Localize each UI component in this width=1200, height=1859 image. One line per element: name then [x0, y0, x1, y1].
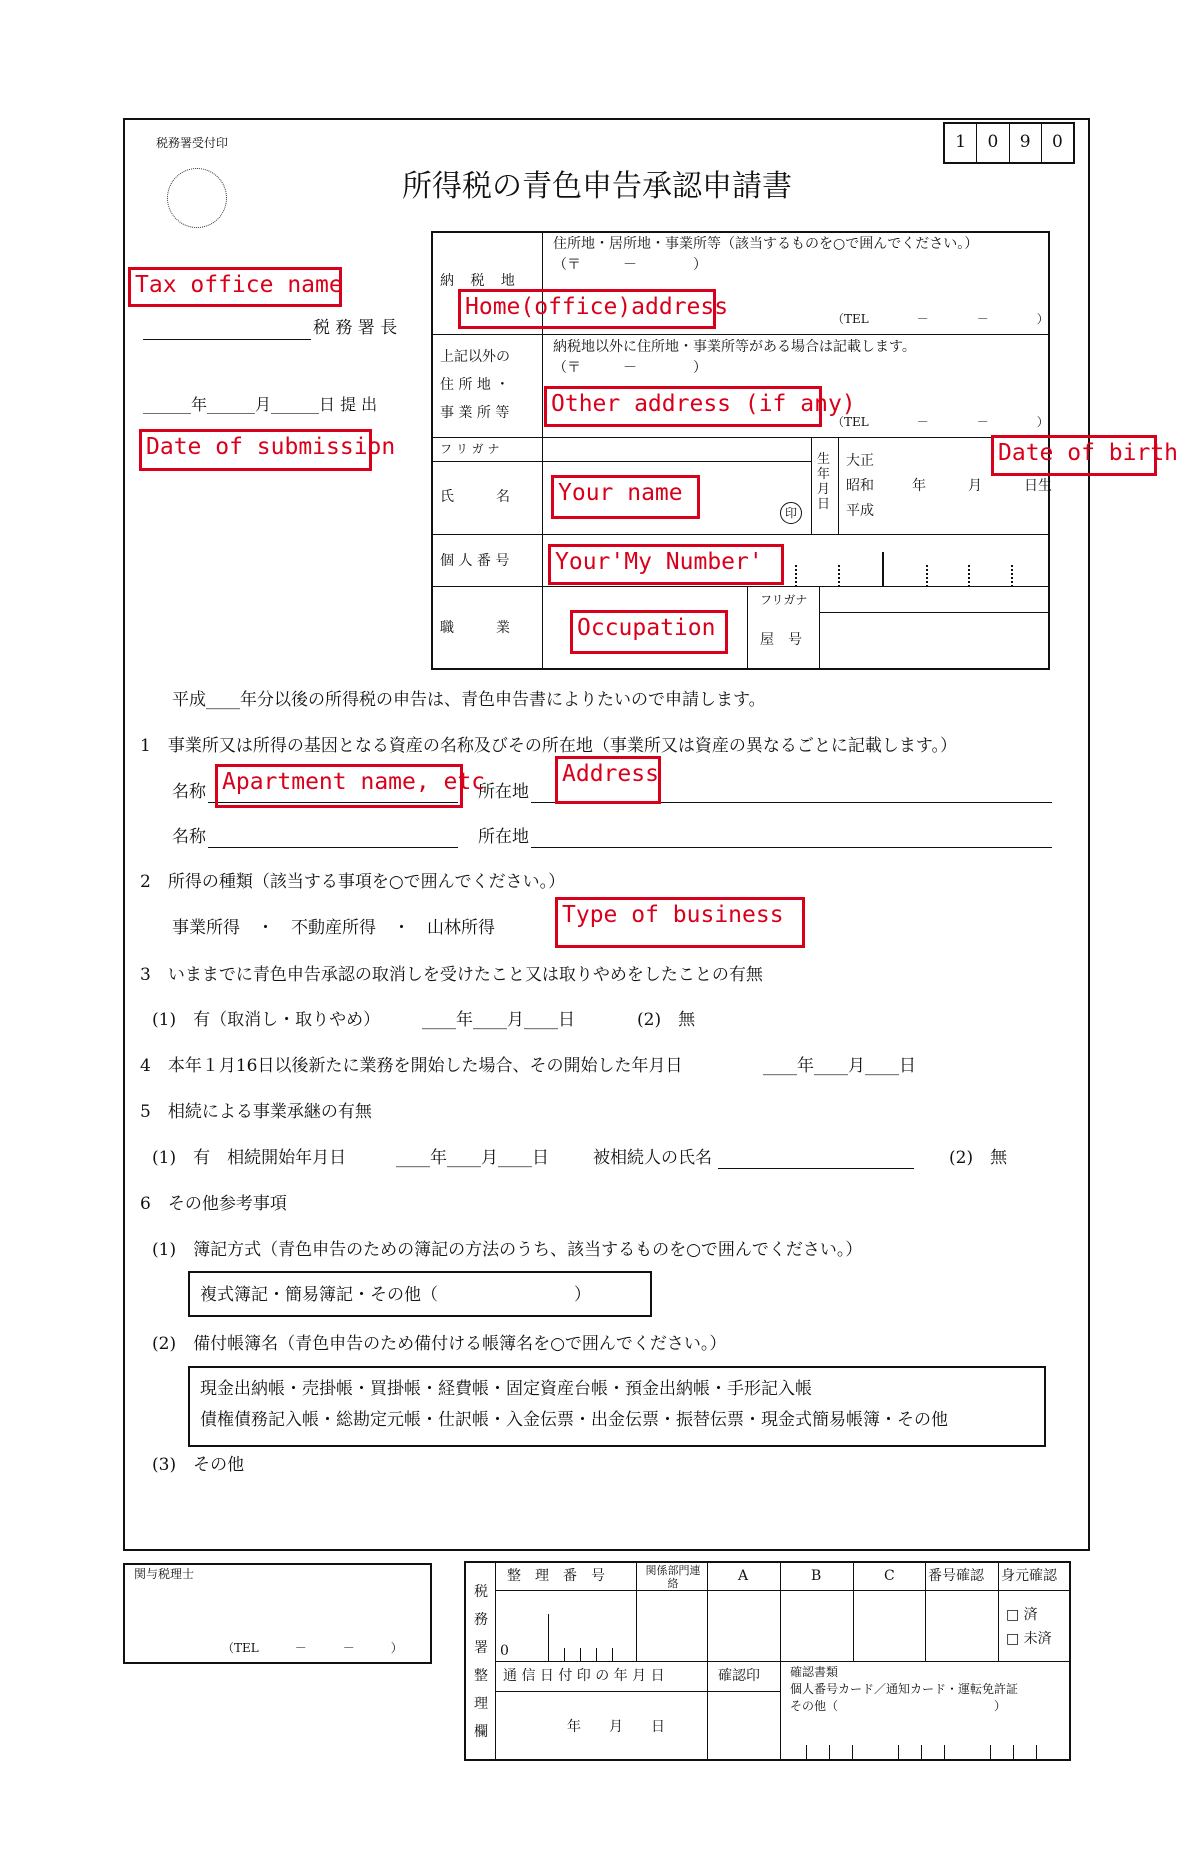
row-line: [431, 437, 1050, 438]
row-line: [819, 612, 1050, 613]
annotation-business-type: [555, 897, 805, 948]
office-suffix: 税 務 署 長: [313, 318, 398, 338]
annotation-text: Occupation: [577, 615, 716, 641]
heir-line: [718, 1168, 914, 1169]
office-col: [925, 1561, 926, 1661]
number-sep: [838, 565, 840, 587]
annotation-my-number: [548, 544, 784, 585]
id-check-label: 身元確認: [1001, 1568, 1057, 1584]
row-line: [431, 334, 1050, 335]
annotation-occupation: [570, 610, 728, 654]
furigana-label: フ リ ガ ナ: [440, 442, 500, 456]
seal-mark: 印: [780, 502, 802, 524]
row-line: [431, 461, 811, 462]
section-6: 6 その他参考事項: [140, 1194, 287, 1214]
num-check-label: 番号確認: [928, 1568, 984, 1584]
docs-tick: [852, 1745, 853, 1759]
intro-text: 平成____年分以後の所得税の申告は、青色申告書によりたいので申請します。: [172, 690, 766, 710]
s5-heir-label: 被相続人の氏名: [593, 1148, 712, 1168]
annotation-tax-office: [128, 267, 342, 307]
col-c: C: [884, 1568, 895, 1584]
name-label-2: 名称: [172, 827, 206, 847]
docs-tick: [1013, 1745, 1014, 1759]
docs-tick: [990, 1745, 991, 1759]
s5-option-1: (1) 有 相続開始年月日: [152, 1148, 347, 1168]
docs-label: 確認書類: [790, 1665, 839, 1679]
my-number-label: 個 人 番 号: [440, 553, 510, 569]
tel-field: （TEL － － ）: [832, 312, 1049, 326]
row-line: [431, 586, 1050, 587]
docs-tick: [806, 1745, 807, 1759]
other-label: 上記以外の: [440, 349, 510, 365]
number-sep: [795, 565, 797, 587]
era-taisho: 大正: [846, 453, 874, 469]
office-col: [780, 1561, 781, 1761]
annotation-text: Date of birth: [998, 440, 1179, 466]
section-5: 5 相続による事業承継の有無: [140, 1102, 372, 1122]
name-label-1: 名称: [172, 782, 206, 802]
ref-tick: [596, 1648, 597, 1661]
ref-tick: [580, 1648, 581, 1661]
office-col: [998, 1561, 999, 1661]
office-col-char: 税: [474, 1584, 488, 1600]
form-code-digit: 1: [945, 124, 977, 162]
office-col-char: 欄: [474, 1724, 488, 1740]
birth-divider: [838, 437, 839, 534]
office-col-char: 理: [474, 1696, 488, 1712]
submission-date: ______年______月______日 提 出: [143, 395, 378, 414]
s4-date: ____年____月____日: [763, 1056, 916, 1076]
docs-tick: [944, 1745, 945, 1759]
name-label: 氏 名: [440, 489, 510, 505]
annotation-your-name: [551, 475, 700, 519]
annotation-submission-date: [139, 429, 396, 471]
era-heisei: 平成: [846, 503, 874, 519]
tax-place-label: 納 税 地: [440, 273, 521, 289]
s6-books: (2) 備付帳簿名（青色申告のため備付ける帳簿名を○で囲んでください。）: [152, 1334, 727, 1354]
books-line-1: 現金出納帳・売掛帳・買掛帳・経費帳・固定資産台帳・預金出納帳・手形記入帳: [200, 1379, 812, 1399]
shop-label: 屋 号: [760, 632, 802, 648]
section-4: 4 本年１月16日以後新たに業務を開始した場合、その開始した年月日: [140, 1056, 683, 1076]
section-2: 2 所得の種類（該当する事項を○で囲んでください。）: [140, 872, 566, 892]
date-ymd: 年 月 日: [567, 1719, 665, 1735]
docs-types: 個人番号カード／通知カード・運転免許証: [790, 1682, 1019, 1696]
annotation-text: Other address (if any): [551, 391, 856, 417]
name-line-2: [208, 847, 458, 848]
office-col: [853, 1561, 854, 1661]
office-col: [707, 1561, 708, 1761]
office-row-line: [495, 1590, 1071, 1591]
ref-tick: [548, 1614, 549, 1661]
section-3: 3 いままでに青色申告承認の取消しを受けたこと又は取りやめをしたことの有無: [140, 965, 763, 985]
annotation-date-of-birth: [991, 435, 1179, 476]
s5-date: ____年____月____日: [396, 1148, 549, 1168]
s5-option-2: (2) 無: [949, 1148, 1008, 1168]
tax-office-line: [143, 339, 311, 340]
annotation-text: Your'My Number': [555, 549, 763, 575]
s6-other: (3) その他: [152, 1455, 245, 1475]
office-col-char: 署: [474, 1640, 488, 1656]
col-b: B: [811, 1568, 822, 1584]
docs-tick: [898, 1745, 899, 1759]
office-col-char: 務: [474, 1612, 488, 1628]
other-label: 事 業 所 等: [440, 405, 510, 421]
form-code-digit: 0: [1051, 132, 1063, 152]
ref-zero: 0: [500, 1643, 509, 1659]
annotation-text: Tax office name: [135, 272, 343, 298]
tax-place-note: 住所地・居所地・事業所等（該当するものを○で囲んでください。）: [553, 236, 979, 252]
bookkeeping-options: 複式簿記・簡易簿記・その他（ ）: [200, 1285, 591, 1305]
page-title: 所得税の青色申告承認申請書: [402, 169, 792, 204]
location-line-2: [531, 847, 1052, 848]
postal-code: （〒 － ）: [553, 360, 707, 376]
other-label: 住 所 地 ・: [440, 377, 510, 393]
number-sep: [926, 565, 928, 587]
s3-option-2: (2) 無: [637, 1010, 696, 1030]
birth-ymd: 年 月 日生: [912, 478, 1052, 494]
birth-label: 生年月日: [817, 452, 831, 512]
annotation-text: Type of business: [562, 902, 784, 928]
office-row-line: [495, 1691, 780, 1692]
office-col-char: 整: [474, 1668, 488, 1684]
s3-option-1: (1) 有（取消し・取りやめ）: [152, 1010, 381, 1030]
docs-tick: [921, 1745, 922, 1759]
form-code-digit: 9: [1010, 124, 1042, 162]
docs-tick: [1036, 1745, 1037, 1759]
date-stamp-label: 通 信 日 付 印 の 年 月 日: [503, 1668, 665, 1684]
annotation-text: Address: [562, 761, 659, 787]
dept-label: 関係部門連 絡: [645, 1564, 712, 1590]
annotation-text: Apartment name, etc: [222, 769, 486, 795]
annotation-text: Your name: [558, 480, 683, 506]
col-a: A: [738, 1568, 749, 1584]
office-col: [636, 1561, 637, 1661]
annotation-text: Date of submission: [146, 434, 396, 460]
office-col-label: [472, 1578, 490, 1746]
docs-other: その他（ ）: [790, 1699, 1007, 1713]
tax-accountant-label: 関与税理士: [134, 1567, 195, 1581]
form-code-digit: 0: [977, 124, 1009, 162]
section-1: 1 事業所又は所得の基因となる資産の名称及びその所在地（事業所又は資産の異なるごとに記載します。）: [140, 736, 957, 756]
row-line: [431, 534, 1050, 535]
annotation-apartment: [215, 764, 486, 808]
shop-divider: [747, 586, 748, 670]
furigana-small: フリガナ: [760, 593, 808, 607]
ref-tick: [612, 1648, 613, 1661]
id-check-done: □ 済: [1006, 1607, 1038, 1623]
form-code: [943, 122, 1075, 164]
income-types: 事業所得 ・ 不動産所得 ・ 山林所得: [172, 918, 495, 938]
birth-divider: [811, 437, 812, 534]
office-row-line: [495, 1661, 1071, 1662]
stamp-label: 税務署受付印: [156, 136, 229, 150]
occupation-label: 職 業: [440, 620, 510, 636]
ref-tick: [564, 1648, 565, 1661]
number-sep: [968, 565, 970, 587]
confirm-seal-label: 確認印: [718, 1668, 760, 1684]
location-label-1: 所在地: [478, 782, 529, 802]
docs-tick: [829, 1745, 830, 1759]
stamp-circle: [167, 168, 227, 228]
other-note: 納税地以外に住所地・事業所等がある場合は記載します。: [553, 339, 916, 355]
books-line-2: 債権債務記入帳・総勘定元帳・仕訳帳・入金伝票・出金伝票・振替伝票・現金式簡易帳簿・その他: [200, 1410, 948, 1430]
annotation-home-address: [458, 289, 729, 329]
s6-bookkeeping: (1) 簿記方式（青色申告のための簿記の方法のうち、該当するものを○で囲んでください。）: [152, 1240, 863, 1260]
number-sep: [1011, 565, 1013, 587]
tax-accountant-tel: （TEL － － ）: [222, 1641, 403, 1655]
era-showa: 昭和: [846, 478, 874, 494]
tel-field: （TEL － － ）: [832, 415, 1049, 429]
id-check-not-done: □ 未済: [1006, 1631, 1052, 1647]
annotation-text: Home(office)address: [465, 294, 729, 320]
annotation-other-address: [544, 386, 856, 427]
ref-no-label: 整 理 番 号: [507, 1568, 605, 1584]
number-sep: [882, 552, 884, 587]
shop-divider: [819, 586, 820, 670]
s3-date: ____年____月____日: [422, 1010, 575, 1030]
location-label-2: 所在地: [478, 827, 529, 847]
postal-code: （〒 － ）: [553, 257, 707, 273]
annotation-address: [555, 756, 661, 804]
